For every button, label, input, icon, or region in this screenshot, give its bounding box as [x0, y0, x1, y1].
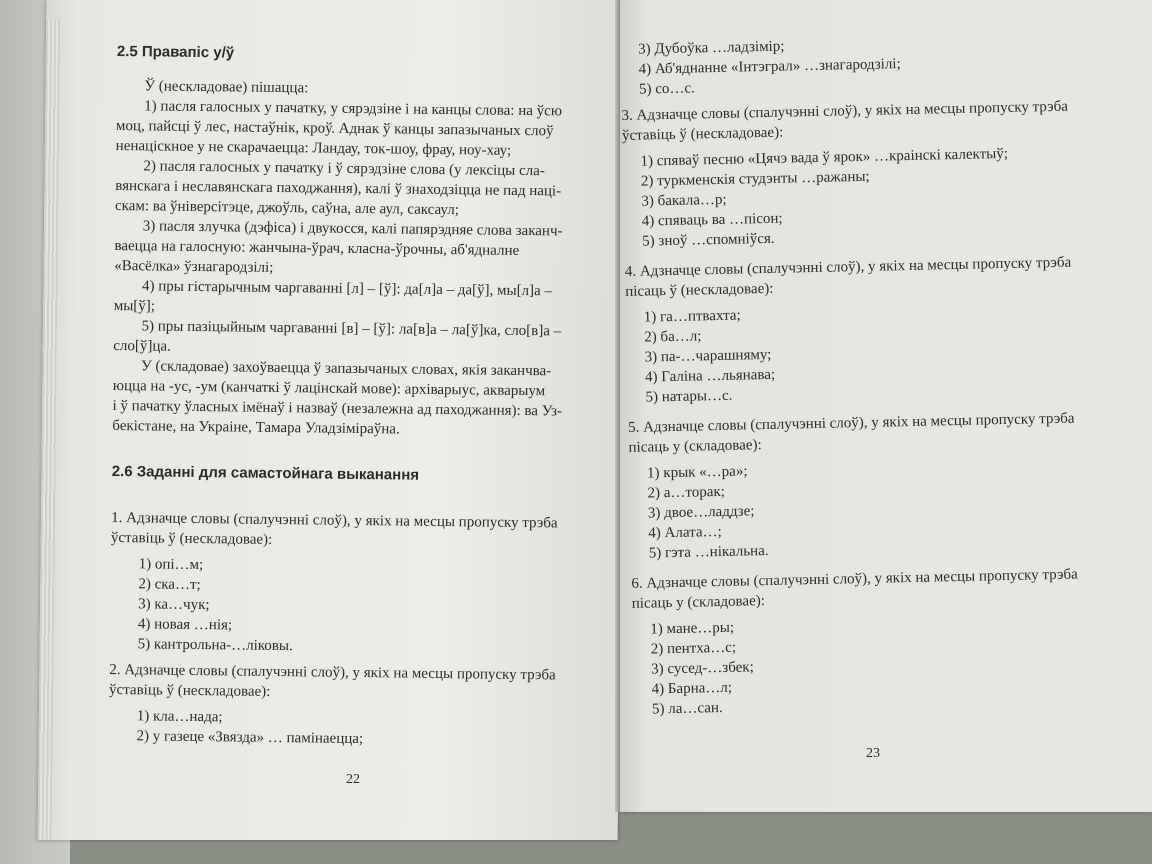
task-question: ўставіць ў (нескладовае):: [108, 681, 271, 700]
answer-option: 3) двое…ладдзе;: [647, 503, 755, 522]
paragraph-line: У (складовае) захоўваецца ў запазычаных словах, якія заканчва-: [140, 358, 552, 380]
page-number: 22: [346, 772, 360, 787]
answer-option: 4) новая …нія;: [137, 616, 233, 634]
paragraph-line: вянскага і неславянскага паходжання), калі ў знаходзіцца не пад наці-: [115, 177, 562, 200]
paragraph-line: 2) пасля галосных у пачатку і ў сярэдзіне слова (у лексіцы сла-: [143, 158, 545, 180]
paragraph-line: ненаціскное у не скарачаецца: Ландау, ток-шоу, фрау, ноу-хау;: [115, 137, 512, 159]
task-question: 3. Адзначце словы (спалучэнні слоў), у якіх на месцы пропуску трэба: [621, 98, 1069, 124]
answer-option: 5) натары…с.: [645, 387, 733, 406]
answer-option: 4) Барна…л;: [651, 679, 733, 698]
answer-option: 5) ла…сан.: [651, 699, 723, 718]
task-question: пісаць у (складовае):: [628, 437, 762, 456]
answer-option: 4) спяваць ва …пісон;: [641, 210, 783, 230]
answer-option: 4) Алата…;: [648, 523, 722, 542]
answer-option: 1) мане…ры;: [650, 619, 735, 638]
task-question: 2. Адзначце словы (спалучэнні слоў), у якіх на месцы пропуску трэба: [109, 661, 556, 684]
paragraph-line: ваецца на галосную: жанчына-ўрач, класна-ўрочны, аб'ядналне: [114, 237, 520, 259]
task-question: 5. Адзначце словы (спалучэнні слоў), у якіх на месцы пропуску трэба: [627, 410, 1075, 436]
answer-option: 3) сусед-…збек;: [651, 659, 754, 678]
paragraph-line: і ў пачатку ўласных імёнаў і назваў (незалежна ад паходжання): ва Уз-: [112, 397, 563, 420]
answer-option: 3) ка…чук;: [138, 596, 210, 614]
paragraph-line: 4) пры гістарычным чаргаванні [л] – [ў]: да[л]а – да[ў], мы[л]а –: [141, 278, 553, 300]
page-number: 23: [866, 746, 880, 761]
answer-option: 1) крык «…ра»;: [646, 463, 748, 482]
answer-option: 5) со…с.: [638, 80, 696, 98]
answer-option: 5) зноў …спомніўся.: [642, 230, 775, 250]
paragraph-line: юцца на -ус, -ум (канчаткі ў лацінскай мове): архіварыус, акварыум: [112, 377, 546, 400]
answer-option: 1) га…птвахта;: [643, 307, 741, 326]
paragraph-line: скам: ва ўніверсітэце, джоўль, саўна, але аул, саксаул;: [114, 197, 460, 219]
task-question: пісаць у (складовае):: [631, 593, 766, 612]
paragraph-line: сло[ў]ца.: [113, 337, 171, 355]
answer-option: 2) пентха…с;: [650, 639, 737, 658]
task-question: 6. Адзначце словы (спалучэнні слоў), у якіх на месцы пропуску трэба: [631, 566, 1078, 592]
paragraph-line: 1) пасля галосных у пачатку, у сярэдзіне і на канцы слова: на ўсю: [144, 98, 563, 120]
right-page-content: [620, 30, 1124, 720]
answer-option: 1) опі…м;: [138, 556, 204, 574]
answer-option: 5) кантрольна-…ліковы.: [137, 636, 293, 655]
answer-option: 5) гэта …нікальна.: [648, 543, 769, 562]
answer-option: 3) Дубоўка …ладзімір;: [638, 38, 785, 58]
answer-option: 3) бакала…р;: [641, 191, 727, 210]
answer-option: 1) спяваў песню «Цячэ вада ў ярок» …краінскі калектыў;: [640, 145, 1009, 170]
paragraph-line: моц, пайсці ў лес, настаўнік, кроў. Аднак ў канцы запазычаных слоў: [115, 117, 554, 140]
left-page-content: [108, 42, 602, 752]
answer-option: 3) па-…чарашняму;: [644, 346, 772, 366]
answer-option: 2) ска…т;: [138, 576, 201, 594]
paragraph-line: «Васёлка» ўзнагародзілі;: [114, 257, 274, 276]
paragraph-line: 3) пасля злучка (дэфіса) і двукосся, калі папярэдняе слова заканч-: [142, 218, 563, 240]
answer-option: 2) ба…л;: [644, 328, 702, 346]
answer-option: 2) а…торак;: [647, 483, 726, 502]
answer-option: 4) Галіна …льянава;: [644, 366, 776, 386]
paragraph-line: Ў (нескладовае) пішацца:: [144, 78, 309, 97]
paragraph-line: мы[ў];: [113, 297, 156, 315]
paragraph-line: бекістане, на Украіне, Тамара Уладзіміраўна.: [112, 417, 400, 438]
task-question: ўставіць ў (нескладовае):: [621, 124, 784, 144]
answer-option: 2) туркменскія студэнты …ражаны;: [640, 168, 870, 190]
answer-option: 4) Аб'яднанне «Інтэграл» …знагародзілі;: [638, 56, 901, 78]
task-question: 4. Адзначце словы (спалучэнні слоў), у якіх на месцы пропуску трэба: [624, 254, 1072, 280]
section-title: 2.6 Заданні для самастойнага выканання: [111, 462, 420, 484]
page-stack-edge: [38, 20, 61, 840]
answer-option: 2) у газеце «Звязда» … памінаецца;: [136, 728, 364, 748]
task-question: 1. Адзначце словы (спалучэнні слоў), у якіх на месцы пропуску трэба: [111, 509, 558, 532]
answer-option: 1) кла…нада;: [136, 708, 223, 726]
task-question: пісаць ў (нескладовае):: [625, 280, 774, 300]
section-title: 2.5 Правапіс у/ў: [116, 42, 235, 62]
task-question: ўставіць ў (нескладовае):: [110, 529, 273, 548]
paragraph-line: 5) пры пазіцыйным чаргаванні [в] – [ў]: ла[в]а – ла[ў]ка, сло[в]а –: [141, 318, 562, 340]
